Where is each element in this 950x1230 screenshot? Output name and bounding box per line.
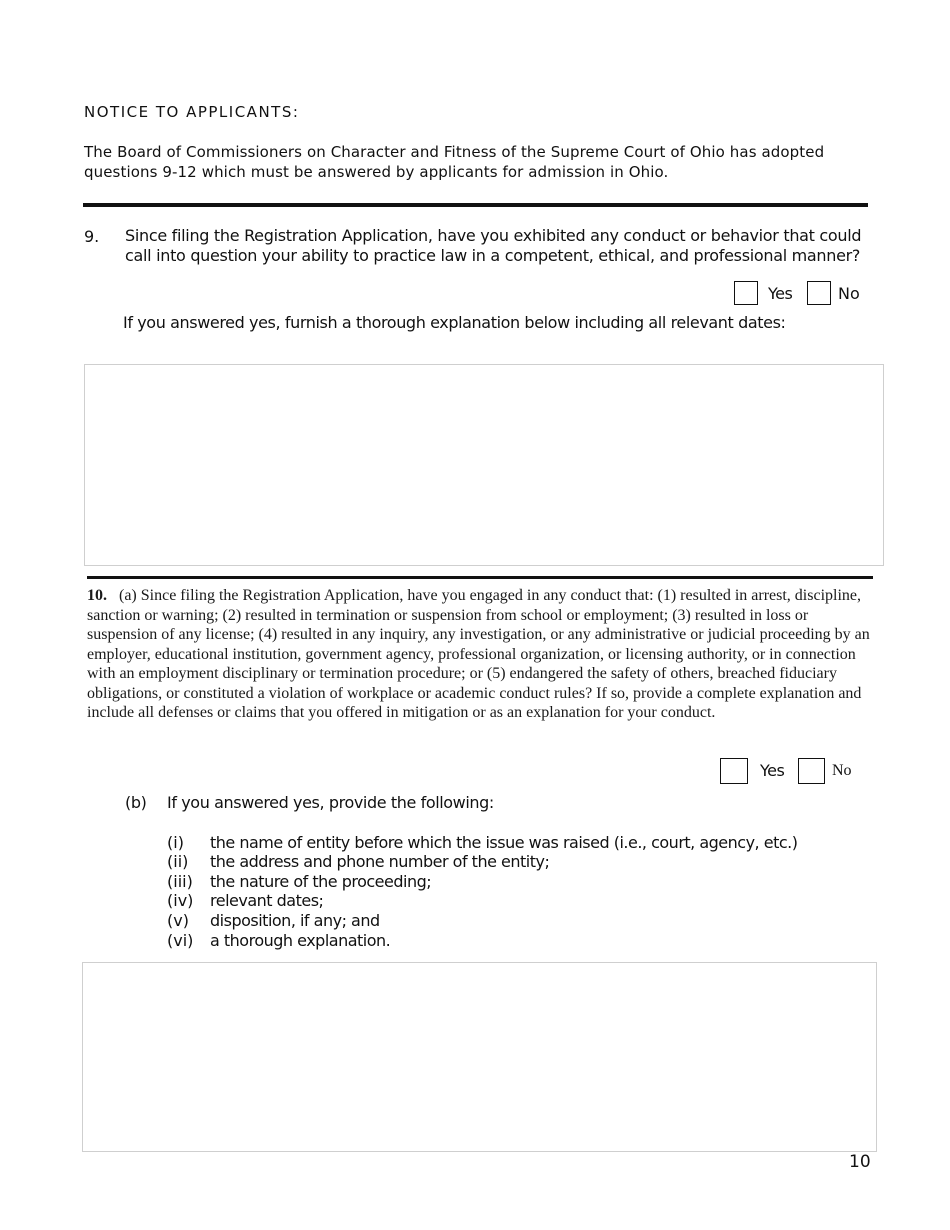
q10-yes-label: Yes [760,761,785,780]
notice-title: NOTICE TO APPLICANTS: [84,103,300,121]
q10-explanation-field[interactable] [82,962,877,1152]
question-10-block [87,586,875,723]
q10-item-number: (v) [167,911,189,930]
q10-item-number: (iv) [167,891,194,910]
notice-body: The Board of Commissioners on Character and Fitness of the Supreme Court of Ohio has adopted questions 9-12 which must be answered by applicants for admission in Ohio. [84,143,825,181]
q9-no-label: No [838,284,860,303]
question-10-divider [87,576,873,579]
q10-no-label: No [832,762,852,779]
q10-item-text: the address and phone number of the entity; [210,852,550,871]
q9-yes-checkbox[interactable] [734,281,758,305]
question-10-text: (a) Since filing the Registration Application, have you engaged in any conduct that: (1) resulted in arrest, discipline, sanction or warning; (2) resulted in termination or suspension from school or employment; (3) resulted in loss or suspension of any license; (4) resulted in any inquiry, any investigation, or any administrative or judicial proceeding by an employer, educational institution, government agency, professional organization, or licensing authority, or in connection with an employment disciplinary or termination procedure; or (5) endangered the safety of others, breached fiduciary obligations, or constituted a violation of workplace or academic conduct rules? If so, provide a complete explanation and include all defenses or claims that you offered in mitigation or as an explanation for your conduct. [87,587,870,721]
q10-item-text: disposition, if any; and [210,911,380,930]
q10-b-label: (b) [125,793,147,812]
q10-item-text: the name of entity before which the issue was raised (i.e., court, agency, etc.) [210,833,798,852]
q10-item-text: the nature of the proceeding; [210,872,432,891]
q9-yes-label: Yes [768,284,793,303]
q10-yes-checkbox[interactable] [720,758,748,784]
question-9-followup: If you answered yes, furnish a thorough explanation below including all relevant dates: [123,313,786,332]
q10-item-text: a thorough explanation. [210,931,391,950]
section-divider [83,203,868,207]
q10-b-text: If you answered yes, provide the following: [167,793,494,812]
q10-no-checkbox[interactable] [798,758,825,784]
question-9-text: Since filing the Registration Application, have you exhibited any conduct or behavior that could call into question your ability to practice law in a competent, ethical, and professional manner? [125,226,862,265]
question-9-number: 9. [84,227,100,246]
question-10-number: 10. [87,587,107,604]
q10-item-text: relevant dates; [210,891,324,910]
q9-no-checkbox[interactable] [807,281,831,305]
q10-item-number: (ii) [167,852,189,871]
q10-item-number: (i) [167,833,184,852]
q10-item-number: (iii) [167,872,193,891]
q10-item-number: (vi) [167,931,194,950]
q9-explanation-field[interactable] [84,364,884,566]
page-number: 10 [849,1152,871,1172]
